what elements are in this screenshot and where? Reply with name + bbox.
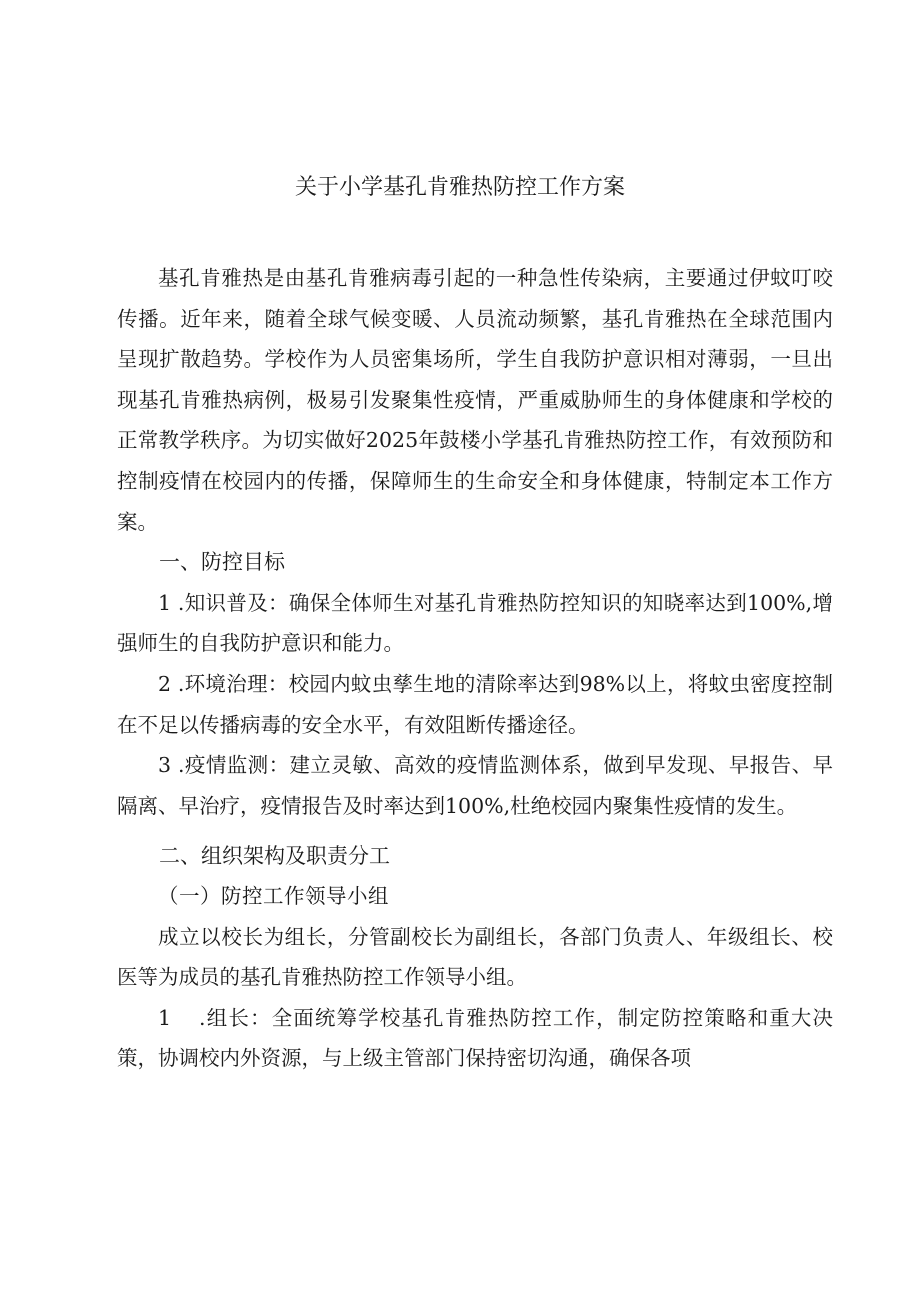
role-item-number: 1 (158, 1005, 172, 1030)
section-heading-goals: 一、防控目标 (159, 550, 285, 575)
role-item-1 (117, 998, 833, 1079)
goal-item-2: 2 .环境治理：校园内蚊虫孳生地的清除率达到98%以上，将蚊虫密度控制在不足以传播病毒的安全水平，有效阻断传播途径。 (117, 671, 833, 737)
document-body (117, 258, 833, 1079)
document-title: 关于小学基孔肯雅热防控工作方案 (294, 175, 625, 200)
goal-item-3: 3 .疫情监测：建立灵敏、高效的疫情监测体系，做到早发现、早报告、早隔离、早治疗，疫情报告及时率达到100%,杜绝校园内聚集性疫情的发生。 (117, 753, 833, 818)
intro-paragraph: 基孔肯雅热是由基孔肯雅病毒引起的一种急性传染病，主要通过伊蚊叮咬传播。近年来，随着全球气候变暖、人员流动频繁，基孔肯雅热在全球范围内呈现扩散趋势。学校作为人员密集场所，学生自我防护意识相对薄弱，一旦出现基孔肯雅热病例，极易引发聚集性疫情，严重威胁师生的身体健康和学校的正常教学秩序。为切实做好2025年鼓楼小学基孔肯雅热防控工作，有效预防和控制疫情在校园内的传播，保障师生的生命安全和身体健康，特制定本工作方案。 (117, 266, 833, 534)
role-item-text: .组长：全面统筹学校基孔肯雅热防控工作，制定防控策略和重大决策，协调校内外资源，与上级主管部门保持密切沟通，确保各项 (117, 1005, 833, 1071)
section-heading-organization: 二、组织架构及职责分工 (159, 844, 390, 869)
subsection-heading-leadership: （一）防控工作领导小组 (158, 883, 389, 908)
leadership-paragraph: 成立以校长为组长，分管副校长为副组长，各部门负责人、年级组长、校医等为成员的基孔肯雅热防控工作领导小组。 (117, 924, 833, 990)
goal-item-1: 1 .知识普及：确保全体师生对基孔肯雅热防控知识的知晓率达到100%,增强师生的自我防护意识和能力。 (117, 590, 833, 656)
